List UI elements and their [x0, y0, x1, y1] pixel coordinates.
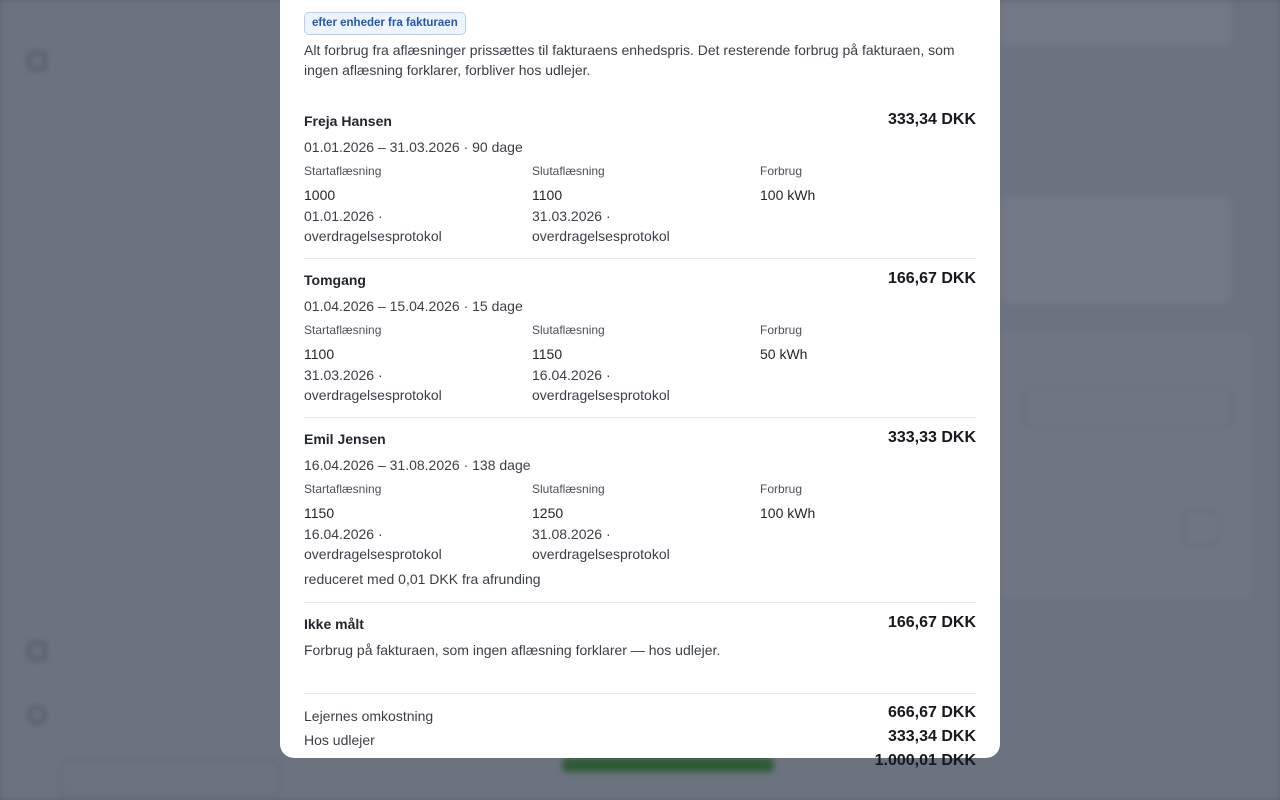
summary-row: [304, 752, 976, 776]
start-reading-note: 16.04.2026 · overdragelsesprotokol: [304, 526, 442, 562]
end-reading: [532, 164, 752, 246]
start-reading-note: 31.03.2026 · overdragelsesprotokol: [304, 367, 442, 403]
method-badge: efter enheder fra fakturaen: [304, 12, 466, 35]
start-reading-value: 1150: [304, 505, 335, 521]
entry-period: 01.01.2026 – 31.03.2026 · 90 dage: [304, 139, 523, 155]
end-reading-note: 16.04.2026 · overdragelsesprotokol: [532, 367, 670, 403]
end-reading-label: Slutaflæsning: [532, 323, 605, 337]
entry-name: Tomgang: [304, 272, 366, 288]
start-reading-note: 01.01.2026 · overdragelsesprotokol: [304, 208, 442, 244]
bg-panel: [1000, 196, 1232, 304]
entry-period: 16.04.2026 – 31.08.2026 · 138 dage: [304, 457, 531, 473]
usage-label: Forbrug: [760, 482, 803, 496]
entry-amount: 333,33 DKK: [887, 429, 976, 446]
entry-name: Emil Jensen: [304, 431, 386, 447]
distribution-modal: [280, 0, 1000, 769]
start-reading-label: Startaflæsning: [304, 323, 382, 337]
usage: [760, 482, 980, 524]
bg-sidebar-icon: [28, 52, 46, 70]
summary-label: Lejernes omkostning: [304, 708, 434, 724]
bg-panel: [1000, 0, 1232, 46]
summary-row: [304, 728, 976, 752]
summary-value: 333,34 DKK: [887, 728, 976, 745]
bg-button: [1024, 386, 1232, 428]
end-reading: [532, 323, 752, 405]
bg-sidebar-button: [60, 760, 280, 796]
end-reading: [532, 482, 752, 564]
usage-value: 100 kWh: [760, 187, 816, 203]
bg-sidebar-item: [28, 642, 64, 660]
divider: [304, 417, 976, 418]
usage-value: 50 kWh: [760, 346, 808, 362]
entry-name: Ikke målt: [304, 616, 364, 632]
end-reading-label: Slutaflæsning: [532, 164, 605, 178]
divider: [304, 258, 976, 259]
bg-icon-button: [1184, 510, 1220, 546]
bg-sidebar-icon: [28, 706, 46, 724]
rounding-note: reduceret med 0,01 DKK fra afrunding: [304, 571, 541, 587]
intro-text: Alt forbrug fra aflæsninger prissættes til fakturaens enhedspris. Det resterende forbrug på fakturaen, som ingen aflæsning forklarer, forbliver hos udlejer.: [304, 42, 955, 78]
end-reading-note: 31.08.2026 · overdragelsesprotokol: [532, 526, 670, 562]
usage-label: Forbrug: [760, 164, 803, 178]
summary-value: 1.000,01 DKK: [874, 752, 976, 769]
usage: [760, 164, 980, 206]
start-reading-value: 1100: [304, 346, 335, 362]
entry-amount: 166,67 DKK: [887, 614, 976, 631]
entry-amount: 166,67 DKK: [887, 270, 976, 287]
summary-value: 666,67 DKK: [887, 704, 976, 721]
start-reading-label: Startaflæsning: [304, 164, 382, 178]
unmetered-description: Forbrug på fakturaen, som ingen aflæsning forklarer — hos udlejer.: [304, 642, 721, 658]
usage-label: Forbrug: [760, 323, 803, 337]
end-reading-note: 31.03.2026 · overdragelsesprotokol: [532, 208, 670, 244]
usage-value: 100 kWh: [760, 505, 816, 521]
bg-sidebar-item: [28, 706, 64, 724]
start-reading-label: Startaflæsning: [304, 482, 382, 496]
summary-label: Hos udlejer: [304, 732, 375, 748]
entry-name: Freja Hansen: [304, 113, 392, 129]
start-reading: [304, 323, 524, 405]
end-reading-value: 1150: [532, 346, 563, 362]
divider: [304, 602, 976, 603]
start-reading: [304, 482, 524, 564]
usage: [760, 323, 980, 365]
start-reading-value: 1000: [304, 187, 336, 203]
end-reading-value: 1250: [532, 505, 564, 521]
bg-sidebar-icon: [28, 642, 46, 660]
bg-panel: [1000, 330, 1252, 600]
start-reading: [304, 164, 524, 246]
end-reading-label: Slutaflæsning: [532, 482, 605, 496]
summary-row: [304, 704, 976, 728]
bg-sidebar-item: [28, 52, 64, 70]
entry-period: 01.04.2026 – 15.04.2026 · 15 dage: [304, 298, 523, 314]
divider: [304, 693, 976, 694]
entry-amount: 333,34 DKK: [887, 111, 976, 128]
end-reading-value: 1100: [532, 187, 563, 203]
